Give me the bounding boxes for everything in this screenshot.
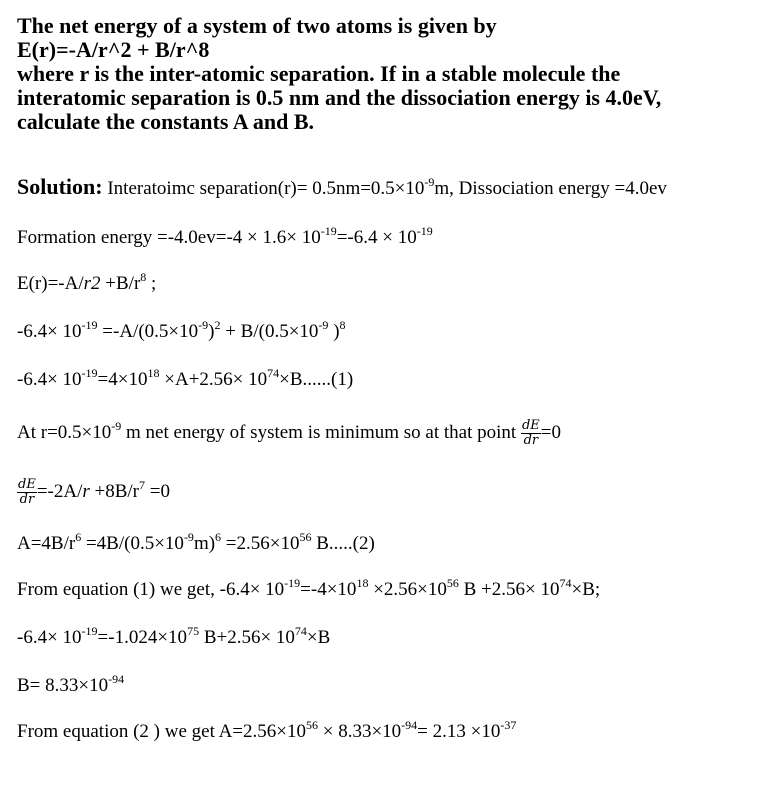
solution-line-7: $\frac{dE}{dr}$ $=-2A/r +8B/r^7 =0$ [18,477,170,507]
solution-line-3: $E(r)=-A/r2 +B/r^8$ ; [17,270,157,294]
question-text [17,14,757,134]
question-line: interatomic separation is 0.5 nm and the dissociation energy is 4.0eV, [17,85,662,110]
solution-line-5: $-6.4\times 10^{-19}=4\times 10^{18} \times A+2.56\times 10^{74}\times B......(1)$ [17,366,354,390]
question-line: calculate the constants A and B. [17,109,315,134]
question-line: where r is the inter-atomic separation. If in a stable molecule the [17,61,621,86]
solution-line-11: $B= 8.33\times 10^{-94}$ [17,672,125,696]
derivative-fraction: $\frac{dE}{dr}$ [521,418,540,448]
solution-line-1: Solution: Interatoimc separation(r)= $0.5nm=0.5\times 10^{-9}m$, Dissociation energy =4.0ev [17,174,667,199]
derivative-fraction: $\frac{dE}{dr}$ [18,477,36,507]
solution-line-9: From equation (1) we get, $-6.4\times 10^{-19}=-4\times 10^{18} \times 2.56\times 10^{56}$ $B +2.56\times 10^{74}\times B$; [17,576,601,600]
solution-line-10: $-6.4\times 10^{-19}=-1.024\times 10^{75}$ $B+2.56\times 10^{74}\times B$ [17,624,331,648]
solution-line-6: At $r=0.5\times 10^{-9}$ m net energy of system is minimum so at that point $\frac{dE}{dr}$ =0 [17,418,561,448]
solution-line-12: From equation (2 ) we get $A=2.56\times 10^{56} \times 8.33\times 10^{-94}= 2.13 \times 10^{-37}$ [17,718,517,742]
solution-label: Solution: [17,174,103,199]
question-formula: E(r)=-A/r^2 + B/r^8 [17,37,210,62]
solution-line-4: $-6.4\times 10^{-19} =-A/(0.5\times 10^{-9})^2 + B/(0.5\times 10^{-9}$ )$^8$ [17,318,346,342]
solution-line-8: $A=4B/r^6 =4B/(0.5\times 10^{-9}m)^6 =2.56\times 10^{56}$ B.....(2) [17,530,375,554]
solution-line-2: Formation energy $=-4.0ev=-4 \times 1.6\times 10^{-19}=-6.4 \times 10^{-19}$ [17,224,433,248]
question-line: The net energy of a system of two atoms is given by [17,13,497,38]
